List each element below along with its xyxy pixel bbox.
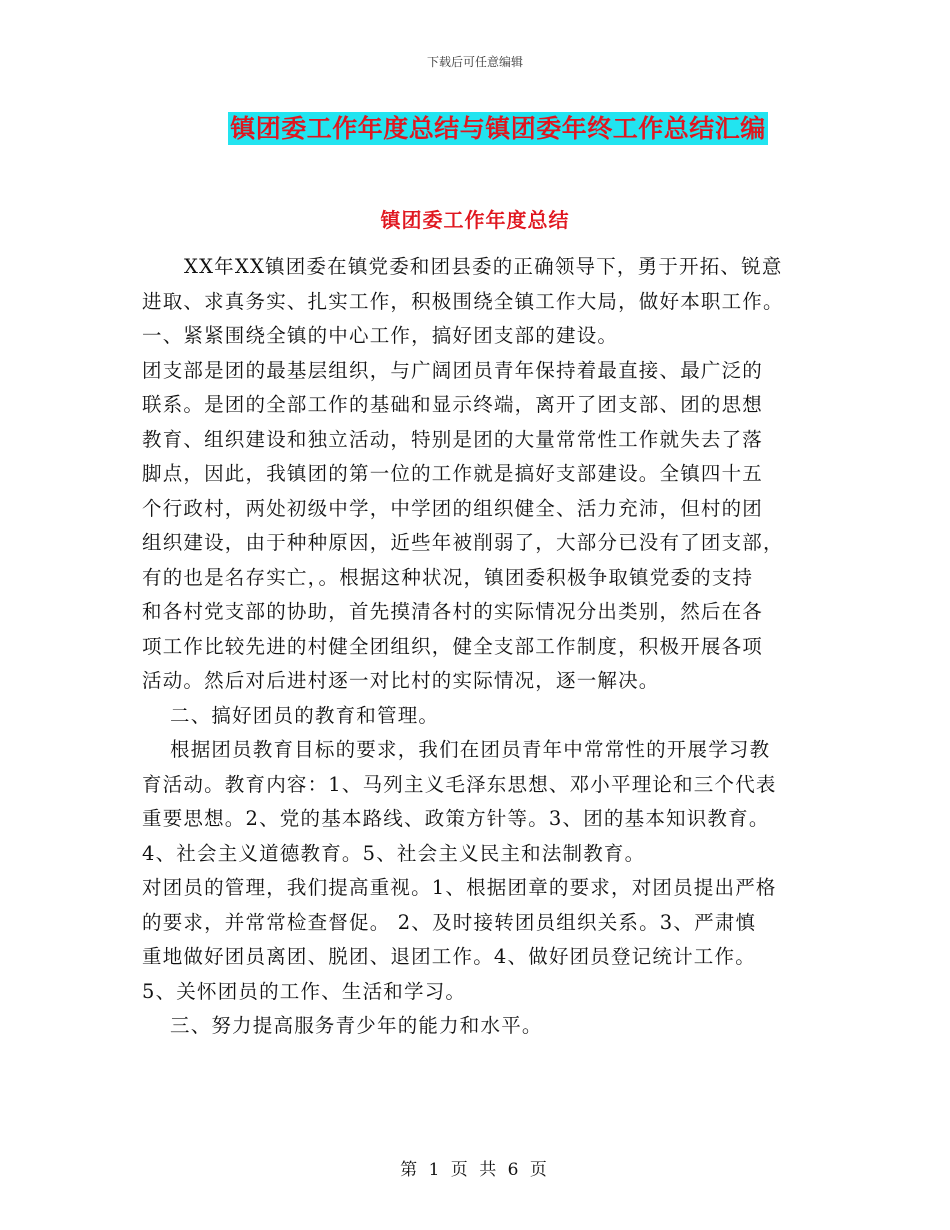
paragraph-line: 个行政村，两处初级中学，中学团的组织健全、活力充沛，但村的团 <box>142 496 764 520</box>
paragraph-line: 活动。然后对后进村逐一对比村的实际情况，逐一解决。 <box>142 669 660 692</box>
paragraph-line: 进取、求真务实、扎实工作，积极围绕全镇工作大局，做好本职工作。 <box>142 289 784 313</box>
paragraph-line: 育活动。教育内容：1、马列主义毛泽东思想、邓小平理论和三个代表 <box>142 772 777 796</box>
section-title: 镇团委工作年度总结 <box>380 208 570 232</box>
paragraph-line: 的要求，并常常检查督促。 2、及时接转团员组织关系。3、严肃慎 <box>142 910 757 934</box>
page-header-note: 下载后可任意编辑 <box>426 55 523 69</box>
paragraph-line: 对团员的管理，我们提高重视。1、根据团章的要求，对团员提出严格 <box>142 876 777 899</box>
heading-line: 一、紧紧围绕全镇的中心工作，搞好团支部的建设。 <box>142 324 619 347</box>
paragraph-line: 5、关怀团员的工作、生活和学习。 <box>142 979 467 1003</box>
paragraph-line: 重要思想。2、党的基本路线、政策方针等。3、团的基本知识教育。 <box>142 807 770 830</box>
paragraph-line: 教育、组织建设和独立活动，特别是团的大量常常性工作就失去了落 <box>142 427 764 451</box>
heading-line: 二、搞好团员的教育和管理。 <box>170 703 440 727</box>
paragraph-line: 项工作比较先进的村健全团组织，健全支部工作制度，积极开展各项 <box>142 634 764 658</box>
paragraph-line: 组织建设，由于种种原因，近些年被削弱了，大部分已没有了团支部， <box>142 531 784 554</box>
paragraph-line: XX年XX镇团委在镇党委和团县委的正确领导下，勇于开拓、锐意 <box>184 255 783 278</box>
paragraph-line: 有的也是名存实亡，。根据这种状况，镇团委积极争取镇党委的支持 <box>142 565 754 589</box>
document-title-container <box>0 112 950 145</box>
paragraph-line: 重地做好团员离团、脱团、退团工作。4、做好团员登记统计工作。 <box>142 945 756 968</box>
page-number: 第 1 页 共 6 页 <box>400 1160 550 1180</box>
paragraph-line: 4、社会主义道德教育。5、社会主义民主和法制教育。 <box>142 841 646 865</box>
document-title: 镇团委工作年度总结与镇团委年终工作总结汇编 <box>230 114 766 143</box>
paragraph-line: 根据团员教育目标的要求，我们在团员青年中常常性的开展学习教 <box>170 738 771 761</box>
paragraph-line: 联系。是团的全部工作的基础和显示终端，离开了团支部、团的思想 <box>142 393 764 416</box>
body-text <box>142 250 814 1044</box>
paragraph-line: 和各村党支部的协助，首先摸清各村的实际情况分出类别，然后在各 <box>142 600 764 623</box>
paragraph-line: 团支部是团的最基层组织，与广阔团员青年保持着最直接、最广泛的 <box>142 358 764 382</box>
heading-line: 三、努力提高服务青少年的能力和水平。 <box>170 1014 543 1037</box>
paragraph-line: 脚点，因此，我镇团的第一位的工作就是搞好支部建设。全镇四十五 <box>142 462 764 485</box>
